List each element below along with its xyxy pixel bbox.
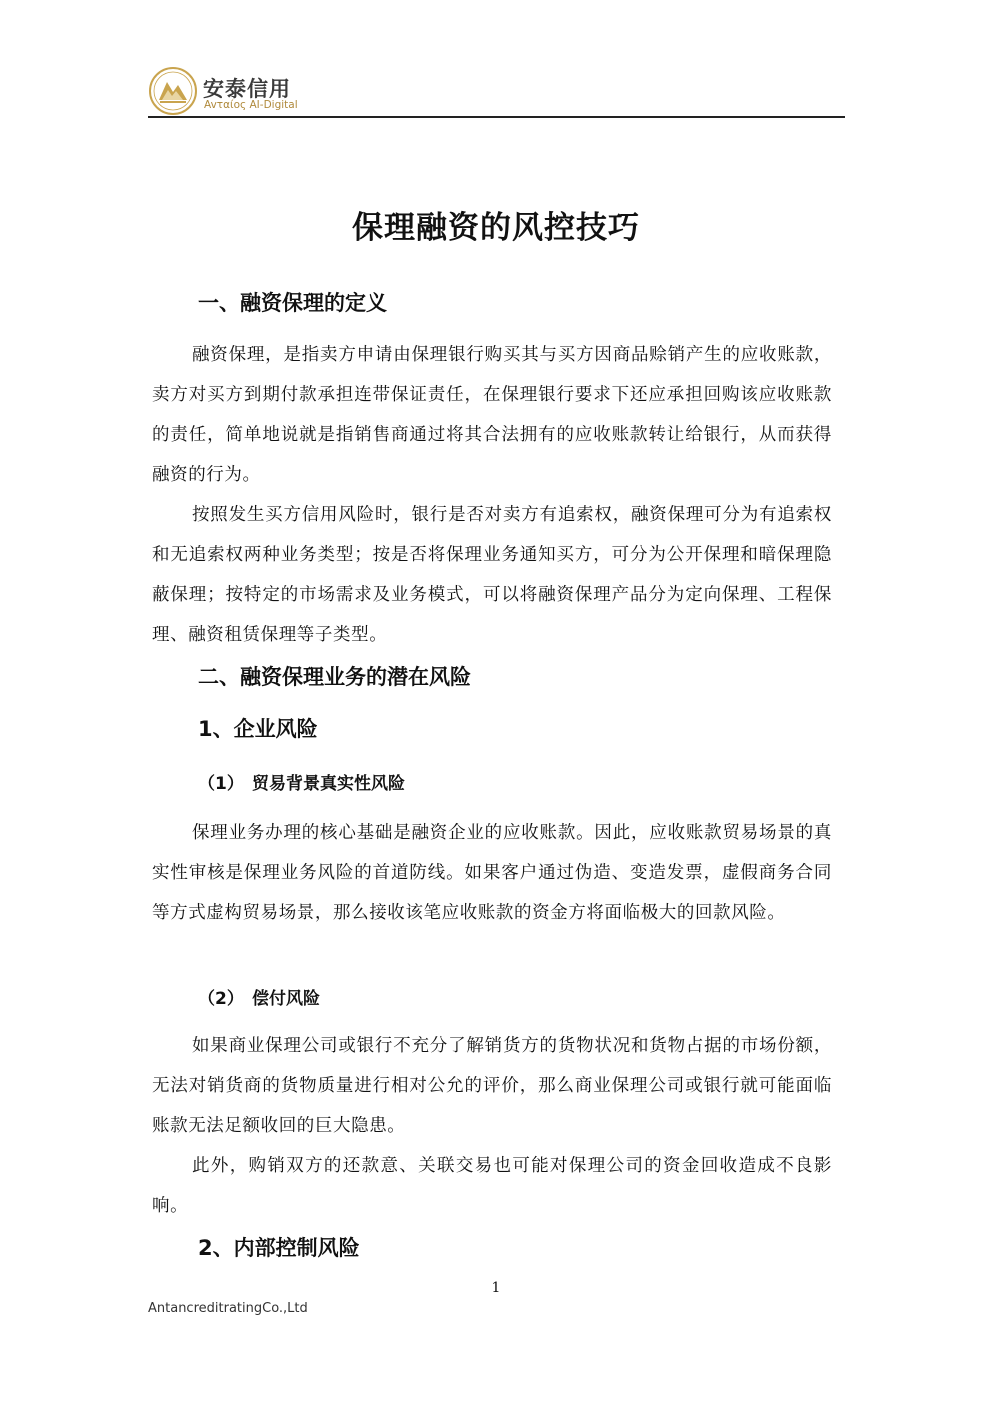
item-number: （2） bbox=[198, 989, 244, 1009]
page-title: 保理融资的风控技巧 bbox=[352, 210, 640, 246]
paragraph-repayment-risk: 如果商业保理公司或银行不充分了解销货方的货物状况和货物占据的市场份额，无法对销货商的货物质量进行相对公允的评价，那么商业保理公司或银行就可能面临账款无法足额收回的巨大隐患。 bbox=[152, 1036, 832, 1136]
section-heading-risks: 二、融资保理业务的潜在风险 bbox=[198, 665, 471, 689]
footer-company: AntancreditratingCo.,Ltd bbox=[148, 1301, 308, 1316]
paragraph-definition: 融资保理，是指卖方申请由保理银行购买其与买方因商品赊销产生的应收账款，卖方对买方到期付款承担连带保证责任，在保理银行要求下还应承担回购该应收账款的责任，简单地说就是指销售商通过将其合法拥有的应收账款转让给银行，从而获得融资的行为。 bbox=[152, 345, 832, 485]
item-heading-repayment-risk bbox=[198, 984, 320, 1009]
subsection-heading-enterprise-risk: 1、企业风险 bbox=[198, 717, 318, 741]
paragraph-classification: 按照发生买方信用风险时，银行是否对卖方有追索权，融资保理可分为有追索权和无追索权两种业务类型；按是否将保理业务通知买方，可分为公开保理和暗保理隐蔽保理；按特定的市场需求及业务模式，可以将融资保理产品分为定向保理、工程保理、融资租赁保理等子类型。 bbox=[152, 505, 832, 645]
gold-circular-seal-icon bbox=[148, 66, 198, 116]
item-heading-text: 贸易背景真实性风险 bbox=[252, 774, 405, 794]
brand-tagline: Avταίος AI-Digital bbox=[204, 99, 298, 111]
subsection-heading-internal-control: 2、内部控制风险 bbox=[198, 1236, 360, 1260]
item-heading-trade-authenticity bbox=[198, 769, 405, 794]
item-heading-text: 偿付风险 bbox=[252, 989, 320, 1009]
page-number: 1 bbox=[491, 1280, 501, 1296]
paragraph-related-transactions: 此外，购销双方的还款意、关联交易也可能对保理公司的资金回收造成不良影响。 bbox=[152, 1156, 832, 1216]
header-divider bbox=[148, 116, 845, 118]
section-heading-definition: 一、融资保理的定义 bbox=[198, 291, 387, 315]
item-number: （1） bbox=[198, 774, 244, 794]
paragraph-trade-authenticity: 保理业务办理的核心基础是融资企业的应收账款。因此，应收账款贸易场景的真实性审核是保理业务风险的首道防线。如果客户通过伪造、变造发票，虚假商务合同等方式虚构贸易场景，那么接收该笔应收账款的资金方将面临极大的回款风险。 bbox=[152, 823, 832, 923]
brand-name: 安泰信用 bbox=[203, 77, 291, 101]
page-header bbox=[148, 66, 845, 120]
